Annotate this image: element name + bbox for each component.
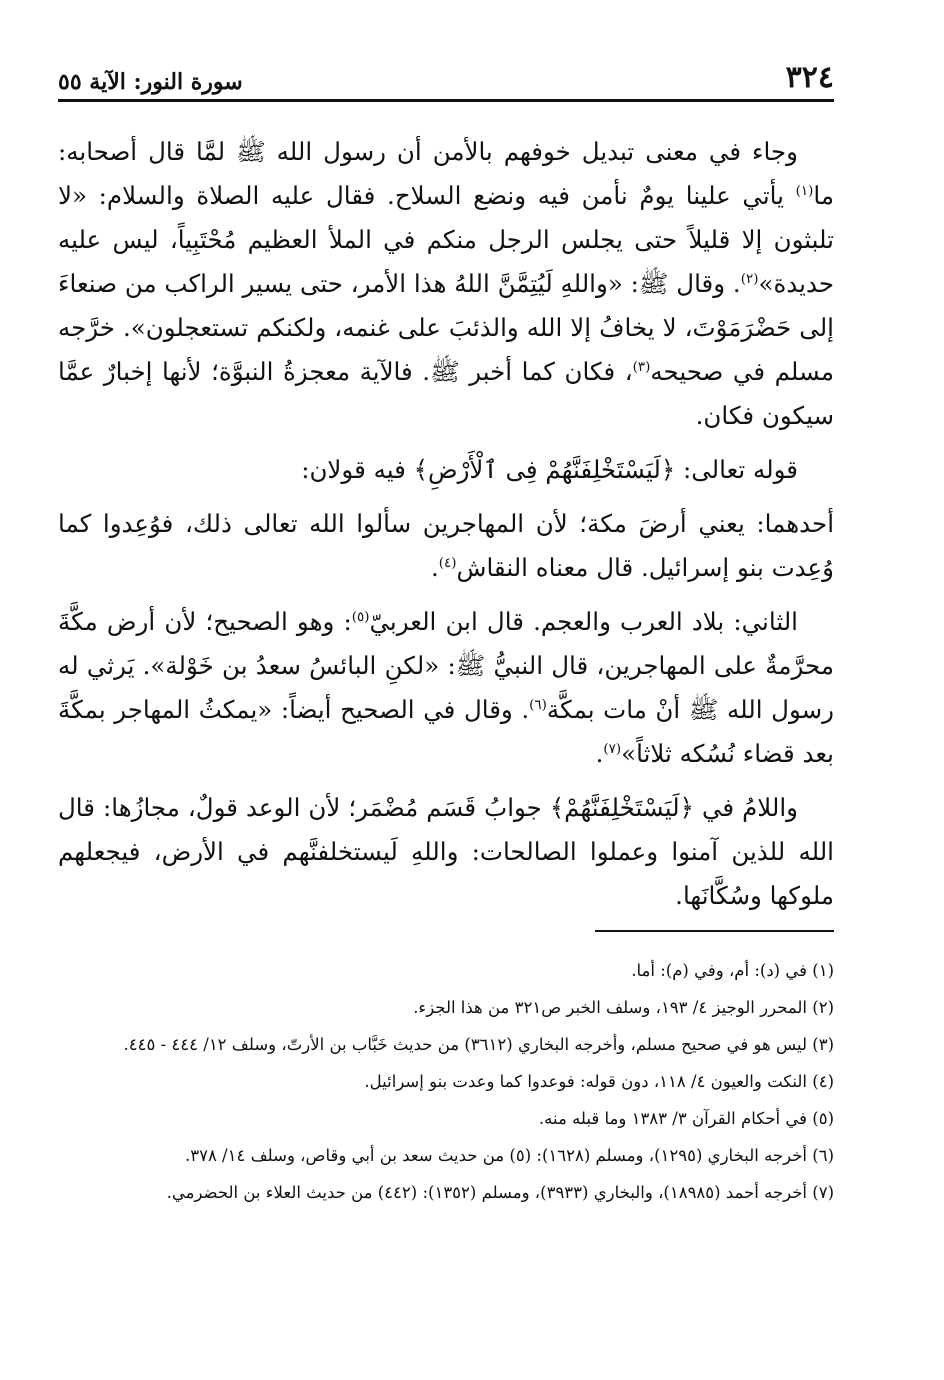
paragraph-text: واللامُ في ﴿لَيَسْتَخْلِفَنَّهُمْ﴾ جوابُ قَسَم مُضْمَر؛ لأن الوعد قولٌ، مجازُها: قال الله للذين آمنوا وعملوا الصالحات: واللهِ لَيستخلفنَّهم في الأرض، فيجعلهم ملوكها وسُكَّانَها. xyxy=(58,793,834,910)
running-title: سورة النور: الآية ٥٥ xyxy=(58,69,243,95)
footnote-7: (٧) أخرجه أحمد (١٨٩٨٥)، والبخاري (٣٩٣٣)، ومسلم (١٣٥٢): (٤٤٢) من حديث العلاء بن الحضرمي. xyxy=(166,1183,834,1202)
paragraph-text: : وهو الصحيح؛ لأن أرض مكَّةَ محرَّمةٌ على المهاجرين، قال النبيُّ ﷺ: «لكنِ البائسُ سعدُ بن خَوْلة». يَرثي له رسول الله ﷺ أنْ مات بمكَّة xyxy=(58,607,834,724)
footnote-ref: (٢) xyxy=(740,270,759,287)
paragraph-text: الثاني: بلاد العرب والعجم. قال ابن العربيّ xyxy=(369,607,798,636)
footnote-2: (٢) المحرر الوجيز ٤/ ١٩٣، وسلف الخبر ص٣٢١ من هذا الجزء. xyxy=(413,998,834,1017)
paragraph-4 xyxy=(58,600,834,776)
footnote-ref: (٦) xyxy=(529,696,547,713)
footnote-ref: (٥) xyxy=(351,608,370,625)
page-number: ٣٢٤ xyxy=(785,60,834,95)
paragraph-text: . xyxy=(430,553,439,582)
footnote-1: (١) في (د): أم، وفي (م): أما. xyxy=(631,961,834,980)
paragraph-text: يأتي علينا يومٌ نأمن فيه ونضع السلاح. فقال عليه الصلاة والسلام: «لا تلبثون إلا قليلاً حتى يجلس الرجل منكم في الملأ العظيم مُحْتَبِياً، ليس عليه حديدة» xyxy=(58,181,834,298)
footnote-5: (٥) في أحكام القرآن ٣/ ١٣٨٣ وما قبله منه. xyxy=(538,1109,834,1128)
paragraph-5 xyxy=(58,786,834,918)
paragraph-text: وجاء في معنى تبديل خوفهم بالأمن أن رسول الله ﷺ لمَّا قال أصحابه: ما xyxy=(58,137,834,210)
paragraph-text: . xyxy=(595,739,604,768)
paragraph-text: . وقال في الصحيح أيضاً: «يمكثُ المهاجر بمكَّةَ بعد قضاء نُسُكه ثلاثاً» xyxy=(58,695,834,768)
paragraph-text: . وقال ﷺ: «واللهِ لَيُتِمَّنَّ اللهُ هذا الأمر، حتى يسير الراكب من صنعاءَ إلى حَضْرَمَوْتَ، لا يخافُ إلا الله والذئبَ على غنمه، ولكنكم تستعجلون». خرَّجه مسلم في صحيحه xyxy=(58,269,834,386)
footnote-3: (٣) ليس هو في صحيح مسلم، وأخرجه البخاري (٣٦١٢) من حديث خَبَّاب بن الأرتّ، وسلف ١٢/ ٤٤٤ - ٤٤٥. xyxy=(123,1035,834,1054)
paragraph-1 xyxy=(58,130,834,438)
paragraph-text: أحدهما: يعني أرضَ مكة؛ لأن المهاجرين سألوا الله تعالى ذلك، فوُعِدوا كما وُعِدت بنو إسرائيل. قال معناه النقاش xyxy=(58,509,834,582)
paragraph-2 xyxy=(58,448,834,492)
paragraph-3 xyxy=(58,502,834,590)
page-header xyxy=(58,62,834,102)
footnote-separator xyxy=(595,930,834,932)
footnote-6: (٦) أخرجه البخاري (١٢٩٥)، ومسلم (١٦٢٨): (٥) من حديث سعد بن أبي وقاص، وسلف ١٤/ ٣٧٨. xyxy=(184,1146,834,1165)
footnote-ref: (٤) xyxy=(438,554,457,571)
paragraph-text: ، فكان كما أخبر ﷺ. فالآية معجزةُ النبوَّة؛ لأنها إخبارٌ عمَّا سيكون فكان. xyxy=(58,357,834,430)
footnote-4: (٤) النكت والعيون ٤/ ١١٨، دون قوله: فوعدوا كما وعدت بنو إسرائيل. xyxy=(364,1072,834,1091)
footnote-ref: (٧) xyxy=(603,740,622,757)
paragraph-text: قوله تعالى: ﴿لَيَسْتَخْلِفَنَّهُمْ فِى ٱلْأَرْضِ﴾ فيه قولان: xyxy=(301,455,798,484)
footnote-ref: (٣) xyxy=(632,358,651,375)
footnotes xyxy=(58,958,834,1217)
footnote-ref: (١) xyxy=(795,182,814,199)
main-text xyxy=(58,130,834,928)
